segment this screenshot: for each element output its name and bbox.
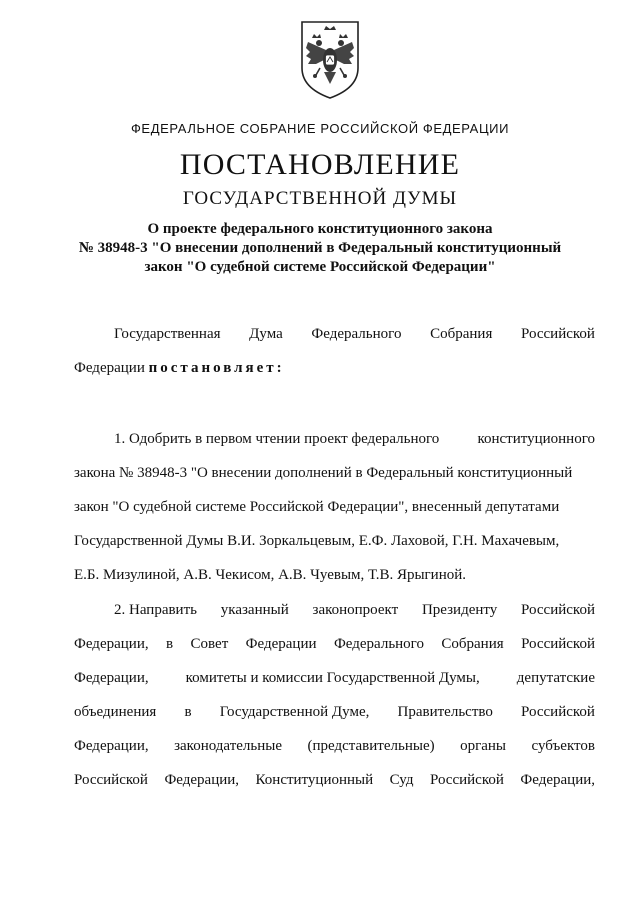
word: указанный (220, 602, 289, 618)
text-segment: Государственной Думе, (219, 704, 370, 720)
word: субъектов (531, 738, 595, 754)
word: Президенту (421, 602, 498, 618)
word: Федерального (333, 636, 424, 652)
word: Федерации (245, 636, 317, 652)
paragraph-1 (74, 422, 595, 592)
issuer-title: ГОСУДАРСТВЕННОЙ ДУМЫ (182, 188, 458, 209)
word: объединения (74, 704, 157, 720)
document-type-title: ПОСТАНОВЛЕНИЕ (179, 148, 461, 181)
word: законодательные (174, 738, 283, 754)
word: Суд (389, 772, 414, 788)
paragraph-line (74, 763, 595, 797)
paragraph-line (74, 422, 595, 456)
word: (представительные) (307, 738, 435, 754)
word: Федерации, (164, 772, 240, 788)
subject-line: закон "О судебной системе Российской Федерации" (144, 259, 496, 275)
preamble (74, 317, 595, 385)
word: в (166, 636, 174, 652)
word: Собрания (441, 636, 504, 652)
preamble-line (74, 351, 595, 385)
word: Правительство (397, 704, 493, 720)
word: депутатские (516, 670, 595, 686)
word: Совет (190, 636, 229, 652)
paragraph-line: Государственной Думы В.И. Зоркальцевым, Е.Ф. Лаховой, Г.Н. Махачевым, (74, 533, 560, 549)
word: Федерации (74, 360, 145, 376)
word: в (184, 704, 192, 720)
word: Российской (521, 636, 595, 652)
paragraph-line (74, 627, 595, 661)
word: Российской (521, 602, 595, 618)
paragraph-2 (74, 593, 595, 797)
subject-line: О проекте федерального конституционного закона (147, 221, 493, 237)
word: Российской (521, 704, 595, 720)
word: 2. Направить (114, 602, 197, 618)
preamble-line (74, 317, 595, 351)
organization-name: ФЕДЕРАЛЬНОЕ СОБРАНИЕ РОССИЙСКОЙ ФЕДЕРАЦИИ (130, 121, 510, 136)
word: Федерации, (74, 670, 149, 686)
document-subject (70, 220, 570, 277)
subject-line: № 38948-3 "О внесении дополнений в Федеральный конституционный (78, 240, 562, 256)
word: Российской (429, 772, 504, 788)
word: Государственная (114, 326, 221, 342)
word: Собрания (430, 326, 493, 342)
word: Федерального (311, 326, 402, 342)
word: законопроект (312, 602, 399, 618)
word: Конституционный (255, 772, 374, 788)
paragraph-line (74, 593, 595, 627)
text-segment: 1. Одобрить в первом чтении проект федерального (114, 431, 440, 447)
text-segment: конституционного (477, 431, 595, 447)
paragraph-line: закона № 38948-3 "О внесении дополнений в Федеральный конституционный (74, 465, 573, 481)
decree-word: постановляет: (148, 360, 285, 376)
word: Федерации, (74, 636, 149, 652)
word: органы (460, 738, 507, 754)
word: Федерации, (520, 772, 595, 788)
word: Российской (74, 772, 148, 788)
paragraph-line (74, 729, 595, 763)
text-segment: комитеты и комиссии Государственной Думы, (185, 670, 480, 686)
word: Дума (249, 326, 283, 342)
paragraph-line: Е.Б. Мизулиной, А.В. Чекисом, А.В. Чуевым, Т.В. Ярыгиной. (74, 567, 467, 583)
paragraph-line: закон "О судебной системе Российской Федерации", внесенный депутатами (74, 499, 560, 515)
word: Федерации, (74, 738, 149, 754)
word: Российской (521, 326, 595, 342)
coat-of-arms-emblem (296, 18, 364, 102)
paragraph-line (74, 695, 595, 729)
paragraph-line (74, 661, 595, 695)
